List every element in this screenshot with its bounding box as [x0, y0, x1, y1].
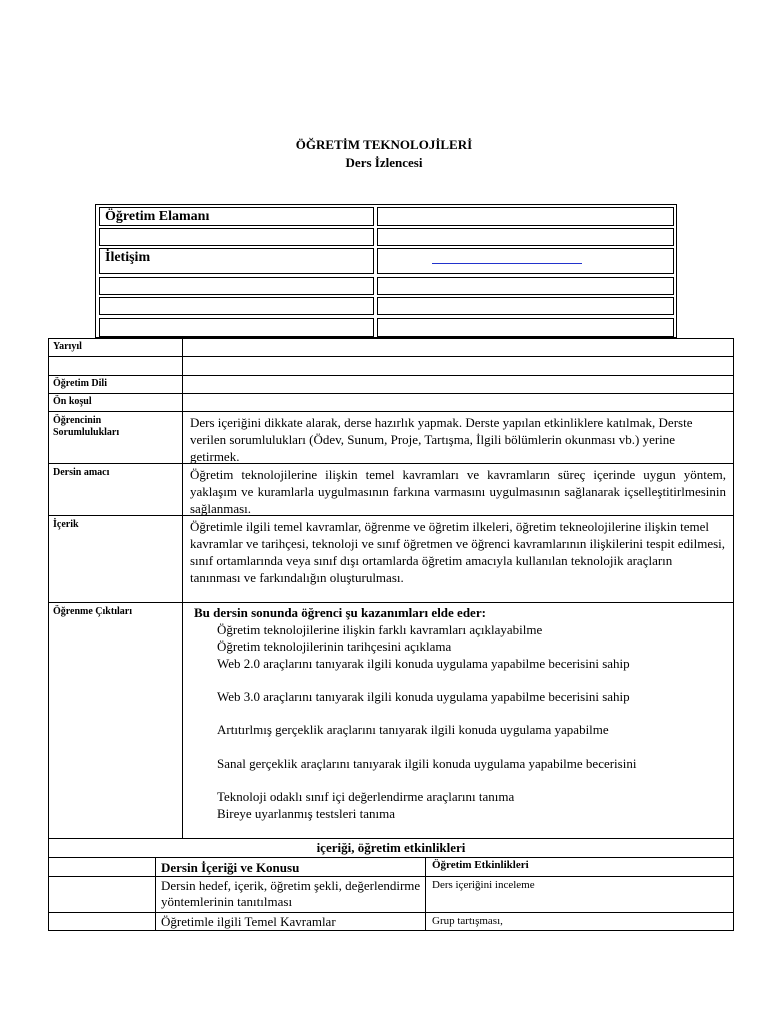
- document-subtitle: Ders İzlencesi: [345, 155, 423, 170]
- responsibilities-label: Öğrencinin Sorumlulukları: [53, 415, 120, 438]
- list-item: Öğretim teknolojilerinin tarihçesini açıklama: [217, 639, 452, 654]
- outcomes-intro: Bu dersin sonunda öğrenci şu kazanımları elde eder:: [194, 605, 486, 620]
- row-divider: [48, 857, 734, 858]
- contact-empty-cell: [99, 318, 374, 337]
- content-text: Öğretimle ilgili temel kavramlar, öğrenme ve öğretim ilkeleri, öğretim tekneolojilerine ilişkin temel kavramlar ve tarihçesi, teknoloji ve sınıf öğretmen ve öğrenci kavramlarının ilişkilerini tespit edilmesi, sınıf ortamlarında veya sınıf dışı ortamlarda öğretim amacıyla kullanılan teknolojik araçların tanınması ve farkındalığın oluşturulması.: [190, 519, 726, 585]
- instructor-label-cell: [99, 207, 374, 226]
- list-item: Web 2.0 araçlarını tanıyarak ilgili konuda uygulama yapabilme becerisini sahip: [217, 656, 630, 671]
- row-divider: [48, 838, 734, 839]
- contact-value-cell[interactable]: [377, 248, 674, 274]
- contact-empty-cell: [377, 277, 674, 295]
- list-item: Bireye uyarlanmış testsleri tanıma: [217, 806, 395, 821]
- semester-label: Yarıyıl: [53, 341, 82, 352]
- row-divider: [48, 393, 734, 394]
- content-label: İçerik: [53, 519, 79, 530]
- prerequisite-label: Ön koşul: [53, 396, 92, 407]
- contact-empty-cell: [377, 297, 674, 315]
- row-divider: [48, 876, 734, 877]
- table-row: Öğretimle ilgili Temel Kavramlar: [161, 914, 336, 929]
- topic-column-header: Dersin İçeriği ve Konusu: [161, 860, 300, 875]
- list-item: Sanal gerçeklik araçlarını tanıyarak ilgili konuda uygulama yapabilme becerisini: [217, 756, 637, 771]
- contact-label-cell: [99, 248, 374, 274]
- instructor-value-cell[interactable]: [377, 207, 674, 226]
- column-divider: [155, 857, 156, 931]
- table-row: Ders içeriğini inceleme: [432, 879, 535, 891]
- list-item: Öğretim teknolojilerine ilişkin farklı kavramları açıklayabilme: [217, 622, 543, 637]
- column-divider: [425, 857, 426, 931]
- table-border: [48, 930, 734, 931]
- activities-column-header: Öğretim Etkinlikleri: [432, 859, 529, 871]
- section-title: içeriği, öğretim etkinlikleri: [316, 840, 466, 855]
- row-divider: [48, 375, 734, 376]
- list-item: Web 3.0 araçlarını tanıyarak ilgili konuda uygulama yapabilme becerisini sahip: [217, 689, 630, 704]
- aim-label: Dersin amacı: [53, 467, 110, 478]
- table-border: [48, 338, 734, 339]
- responsibilities-text: Ders içeriğini dikkate alarak, derse hazırlık yapmak. Derste yapılan etkinliklere katılmak, Derste verilen sorumlulukları (Ödev, Sunum, Proje, Tartışma, İlgili bölümlerin okunması vb.) yerine getirmek.: [190, 415, 693, 464]
- row-divider: [48, 411, 734, 412]
- row-divider: [48, 602, 734, 603]
- column-divider: [182, 338, 183, 839]
- aim-text: Öğretim teknolojilerine ilişkin temel kavramları ve kavramların süreç içerinde uygun yöntem, yaklaşım ve kuramlarla uygulmasının farkına varmasını uygulmasının sağlanarak içselleştitirlmesinin sağlanması.: [190, 467, 726, 516]
- list-item: Teknoloji odaklı sınıf içi değerlendirme araçlarını tanıma: [217, 789, 515, 804]
- outcomes-label: Öğrenme Çıktıları: [53, 606, 132, 617]
- document-title: ÖĞRETİM TEKNOLOJİLERİ: [295, 137, 473, 152]
- row-divider: [48, 356, 734, 357]
- contact-empty-cell: [99, 228, 374, 246]
- email-link[interactable]: [432, 263, 582, 264]
- contact-empty-cell: [377, 318, 674, 337]
- contact-label: İletişim: [105, 250, 151, 265]
- row-divider: [48, 912, 734, 913]
- list-item: Artıtırlmış gerçeklik araçlarını tanıyarak ilgili konuda uygulama yapabilme: [217, 722, 609, 737]
- contact-empty-cell: [99, 277, 374, 295]
- table-row: Grup tartışması,: [432, 915, 503, 927]
- table-row: Dersin hedef, içerik, öğretim şekli, değerlendirme yöntemlerinin tanıtılması: [161, 878, 421, 909]
- contact-empty-cell: [99, 297, 374, 315]
- instructor-label: Öğretim Elamanı: [105, 209, 210, 224]
- contact-empty-cell: [377, 228, 674, 246]
- language-label: Öğretim Dili: [53, 378, 107, 389]
